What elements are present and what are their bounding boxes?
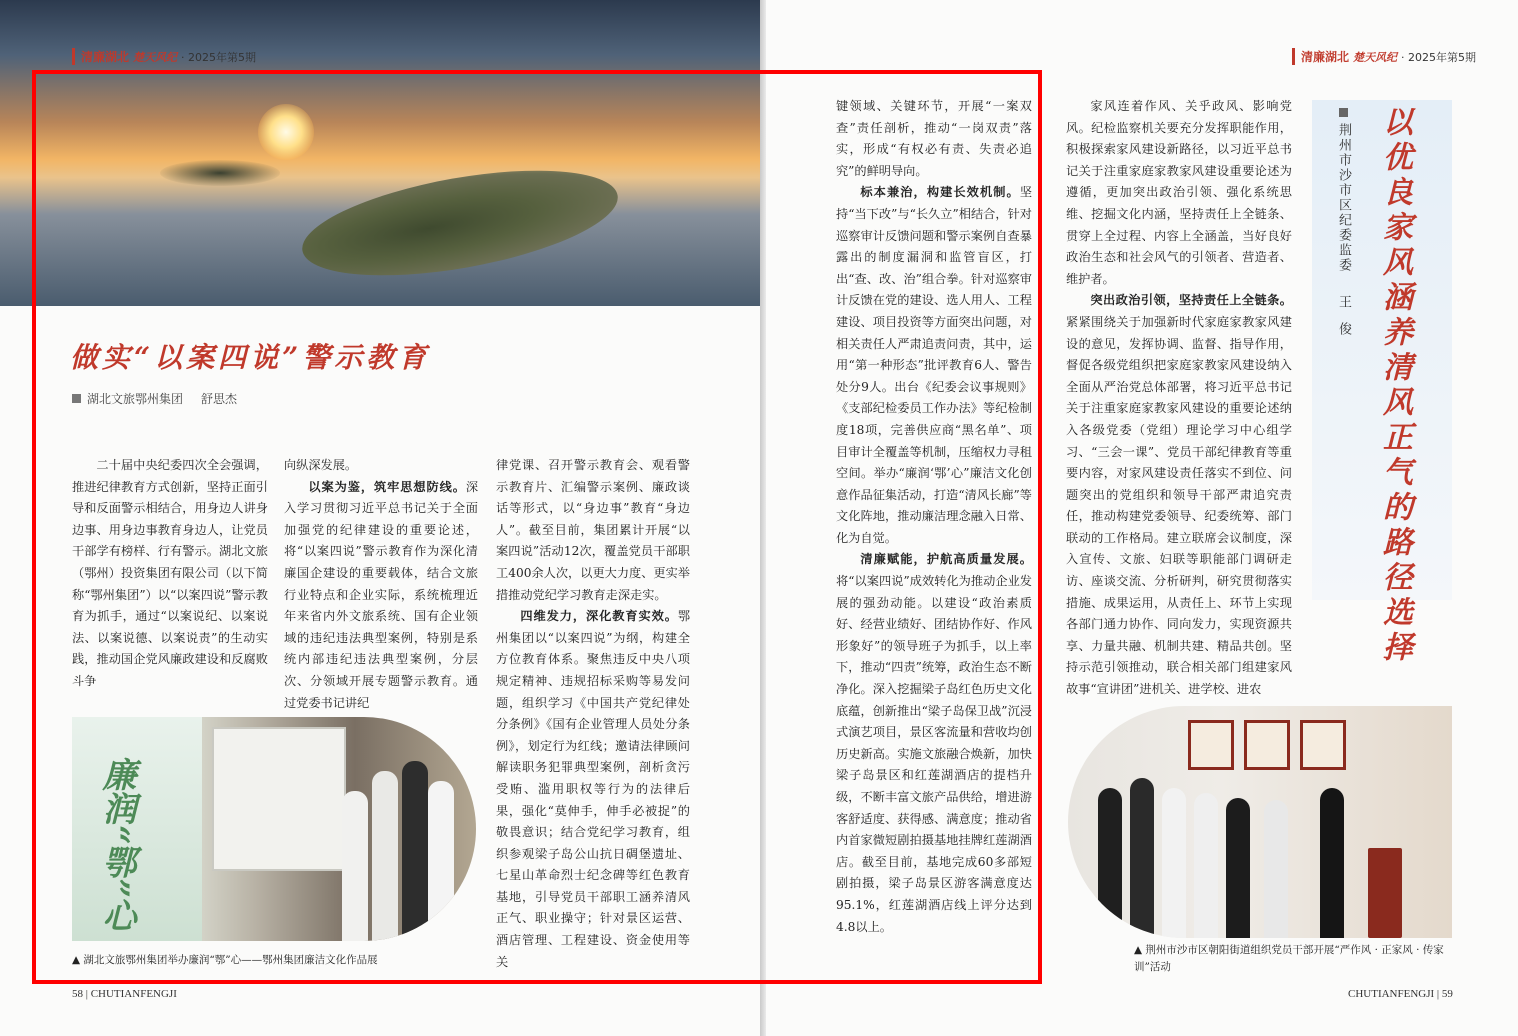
byline-org: 荆州市沙市区纪委监委 <box>1336 123 1351 273</box>
exhibition-photo <box>72 717 476 941</box>
paragraph-text: 坚持“当下改”与“长久立”相结合，针对巡察审计反馈问题和警示案例自查暴露出的制度漏洞和监管盲区，打出“查、改、治”组合拳。针对巡察审计反馈在党的建设、选人用人、工程建设、项目投资等方面突出问题，对相关责任人严肃追责问责，其中，运用“第一种形态”批评教育6人、警告处分9人。出台《纪委会议事规则》《支部纪检委员工作办法》等纪检制度18项，完善供应商“黑名单”、项目审计全覆盖等机制，压缩权力寻租空间。举办“廉润‘鄂’心”廉洁文化创意作品征集活动，打造“清风长廊”等文化阵地，推动廉洁理念融入日常、化为自觉。 <box>836 185 1032 545</box>
participant-figure <box>1226 798 1250 938</box>
participant-figure <box>1162 788 1186 938</box>
byline-square-icon <box>1339 108 1348 117</box>
byline-author: 舒思杰 <box>201 392 238 406</box>
byline <box>72 390 237 407</box>
wall-frame <box>1188 720 1234 770</box>
visitor-figure <box>402 761 428 941</box>
subheading: 标本兼治，构建长效机制。 <box>860 185 1020 200</box>
participant-figure <box>1130 778 1154 938</box>
visitor-figure <box>372 771 398 941</box>
wall-frame <box>1244 720 1290 770</box>
visitor-figure <box>428 781 454 941</box>
participant-figure <box>1098 788 1122 938</box>
paragraph: 家风连着作风、关乎政风、影响党风。纪检监察机关要充分发挥职能作用，积极探索家风建设新路径，以习近平总书记关于注重家庭家教家风建设重要论述为遵循，更加突出政治引领、强化系统思维、挖掘文化内涵，坚持责任上全链条、贯穿上全过程、内容上全涵盖，当好良好政治生态和社会风气的引领者、营造者、维护者。 <box>1066 99 1292 286</box>
exhibition-board <box>212 727 346 871</box>
page-number-right: CHUTIANFENGJI | 59 <box>1348 988 1453 1000</box>
paragraph-with-heading <box>496 606 690 973</box>
liangzi-island-sunset-photo <box>0 0 760 306</box>
visitor-figure <box>342 791 368 941</box>
text-column-5 <box>1066 96 1292 701</box>
paragraph-with-heading <box>836 549 1032 938</box>
participant-figure <box>1194 793 1218 938</box>
photo-caption-left: ▲ 湖北文旅鄂州集团举办廉润“鄂”心——鄂州集团廉洁文化作品展 <box>72 954 378 966</box>
issue-label: · 2025年第5期 <box>181 50 257 64</box>
family-tradition-activity-photo <box>1068 706 1452 938</box>
photo-caption-right: ▲ 荆州市沙市区朝阳街道组织党员干部开展“严作风 · 正家风 · 传家训”活动 <box>1134 944 1444 973</box>
byline-org: 湖北文旅鄂州集团 <box>87 392 184 406</box>
text-column-2 <box>284 455 478 714</box>
running-head-left <box>72 48 256 65</box>
paragraph-text: 紧紧围绕关于加强新时代家庭家教家风建设的意见，发挥协调、监督、指导作用，督促各级党组织把家庭家教家风建设纳入全面从严治党总体部署，将习近平总书记关于注重家庭家教家风建设的重要论述纳入各级党委（党组）理论学习中心组学习、“三会一课”、党员干部纪律教育等重要内容，对家风建设责任落实不到位、问题突出的党组织和领导干部严肃追究责任，推动构建党委领导、纪委统筹、部门联动的工作格局。建立联席会议制度，深入宣传、文旅、妇联等职能部门调研走访、座谈交流、分析研判，研究贯彻落实措施、成果运用，从责任上、环节上实现各部门通力协作、同向发力，实现资源共享、力量共融、机制共建、精品共创。坚持示范引领推动，联合相关部门组建家风故事“宣讲团”进机关、进学校、进农 <box>1066 314 1292 697</box>
island <box>295 151 626 295</box>
paragraph: 键领域、关键环节，开展“一案双查”责任剖析，推动“一岗双责”落实，形成“有权必有责、失责必追究”的鲜明导向。 <box>836 99 1032 178</box>
paragraph-text: 鄂州集团以“以案四说”为纲，构建全方位教育体系。聚焦违反中央八项规定精神、违规招标采购等易发问题，组织学习《中国共产党纪律处分条例》《国有企业管理人员处分条例》，划定行为红线；邀请法律顾问解读职务犯罪典型案例，剖析贪污受贿、滥用职权等行为的法律后果，强化“莫伸手，伸手必被捉”的敬畏意识；结合党纪学习教育，组织参观梁子岛公山抗日碉堡遗址、七星山革命烈士纪念碑等红色教育基地，引导党员干部职工涵养清风正气、职业操守；针对景区运营、酒店管理、工程建设、资金使用等关 <box>496 609 690 969</box>
page-number-left: 58 | CHUTIANFENGJI <box>72 988 177 1000</box>
text-column-1 <box>72 455 268 693</box>
section-label: 清廉湖北 <box>72 48 129 65</box>
article-title-vertical: 以优良家风涵养清风正气的路径选择 <box>1377 106 1412 666</box>
guide-figure <box>1320 788 1344 938</box>
display-stand <box>1368 848 1402 938</box>
paragraph-with-heading <box>1066 290 1292 700</box>
magazine-name: 楚天风纪 <box>133 50 178 64</box>
paragraph: 二十届中央纪委四次全会强调，推进纪律教育方式创新，坚持正面引导和反面警示相结合，用身边人讲身边事、用身边事教育身边人，让党员干部学有榜样、行有警示。湖北文旅（鄂州）投资集团有限公司（以下简称“鄂州集团”）以“以案四说”警示教育为抓手，通过“以案说纪、以案说法、以案说德、以案说责”的生动实践，推动国企党风廉政建设和反腐败斗争 <box>72 458 268 688</box>
text-column-4 <box>836 96 1032 938</box>
issue-label: · 2025年第5期 <box>1401 50 1477 64</box>
running-head-right <box>1292 48 1476 65</box>
byline-author: 王俊 <box>1336 295 1351 349</box>
paragraph-with-heading <box>284 477 478 715</box>
subheading: 四维发力，深化教育实效。 <box>520 609 678 624</box>
text-column-3 <box>496 455 690 973</box>
magazine-name: 楚天风纪 <box>1353 50 1398 64</box>
subheading: 清廉赋能，护航高质量发展。 <box>860 552 1032 567</box>
vertical-byline <box>1334 108 1353 349</box>
subheading: 突出政治引领，坚持责任上全链条。 <box>1090 293 1292 308</box>
participant-figure <box>1264 800 1288 938</box>
paragraph-with-heading <box>836 182 1032 549</box>
paragraph: 律党课、召开警示教育会、观看警示教育片、汇编警示案例、廉政谈话等形式，以“身边事”教育“身边人”。截至目前，集团累计开展“以案四说”活动12次，覆盖党员干部职工400余人次，以更大力度、更实举措推动党纪学习教育走深走实。 <box>496 458 690 602</box>
byline-square-icon <box>72 394 81 403</box>
paragraph-text: 将“以案四说”成效转化为推动企业发展的强劲动能。以建设“政治素质好、经营业绩好、团结协作好、作风形象好”的领导班子为抓手，以上率下，推动“四责”统筹，政治生态不断净化。深入挖掘梁子岛红色历史文化底蕴，创新推出“梁子岛保卫战”沉浸式演艺项目，景区客流量和营收均创历史新高。实施文旅融合焕新，加快梁子岛景区和红莲湖酒店的提档升级，不断丰富文旅产品供给，增进游客舒适度、获得感、满意度；推动省内首家微短剧拍摄基地挂牌红莲湖酒店。截至目前，基地完成60多部短剧拍摄，梁子岛景区游客满意度达95.1%，红莲湖酒店线上评分达到4.8以上。 <box>836 574 1032 934</box>
exhibition-panel-title: 廉润“鄂”心 <box>96 757 136 933</box>
sun-glow <box>258 104 314 160</box>
section-label: 清廉湖北 <box>1292 48 1349 65</box>
article-title: 做实“以案四说”警示教育 <box>70 341 431 374</box>
wall-frame <box>1300 720 1346 770</box>
paragraph: 向纵深发展。 <box>284 458 358 472</box>
subheading: 以案为鉴，筑牢思想防线。 <box>308 479 466 494</box>
paragraph-text: 深入学习贯彻习近平总书记关于全面加强党的纪律建设的重要论述，将“以案四说”警示教育作为深化清廉国企建设的重要载体，结合文旅行业特点和企业实际，系统梳理近年来省内外文旅系统、国有企业领域的违纪违法典型案例，特别是系统内部违纪违法典型案例，分层次、分领域开展专题警示教育。通过党委书记讲纪 <box>284 479 478 710</box>
small-island <box>160 160 280 186</box>
